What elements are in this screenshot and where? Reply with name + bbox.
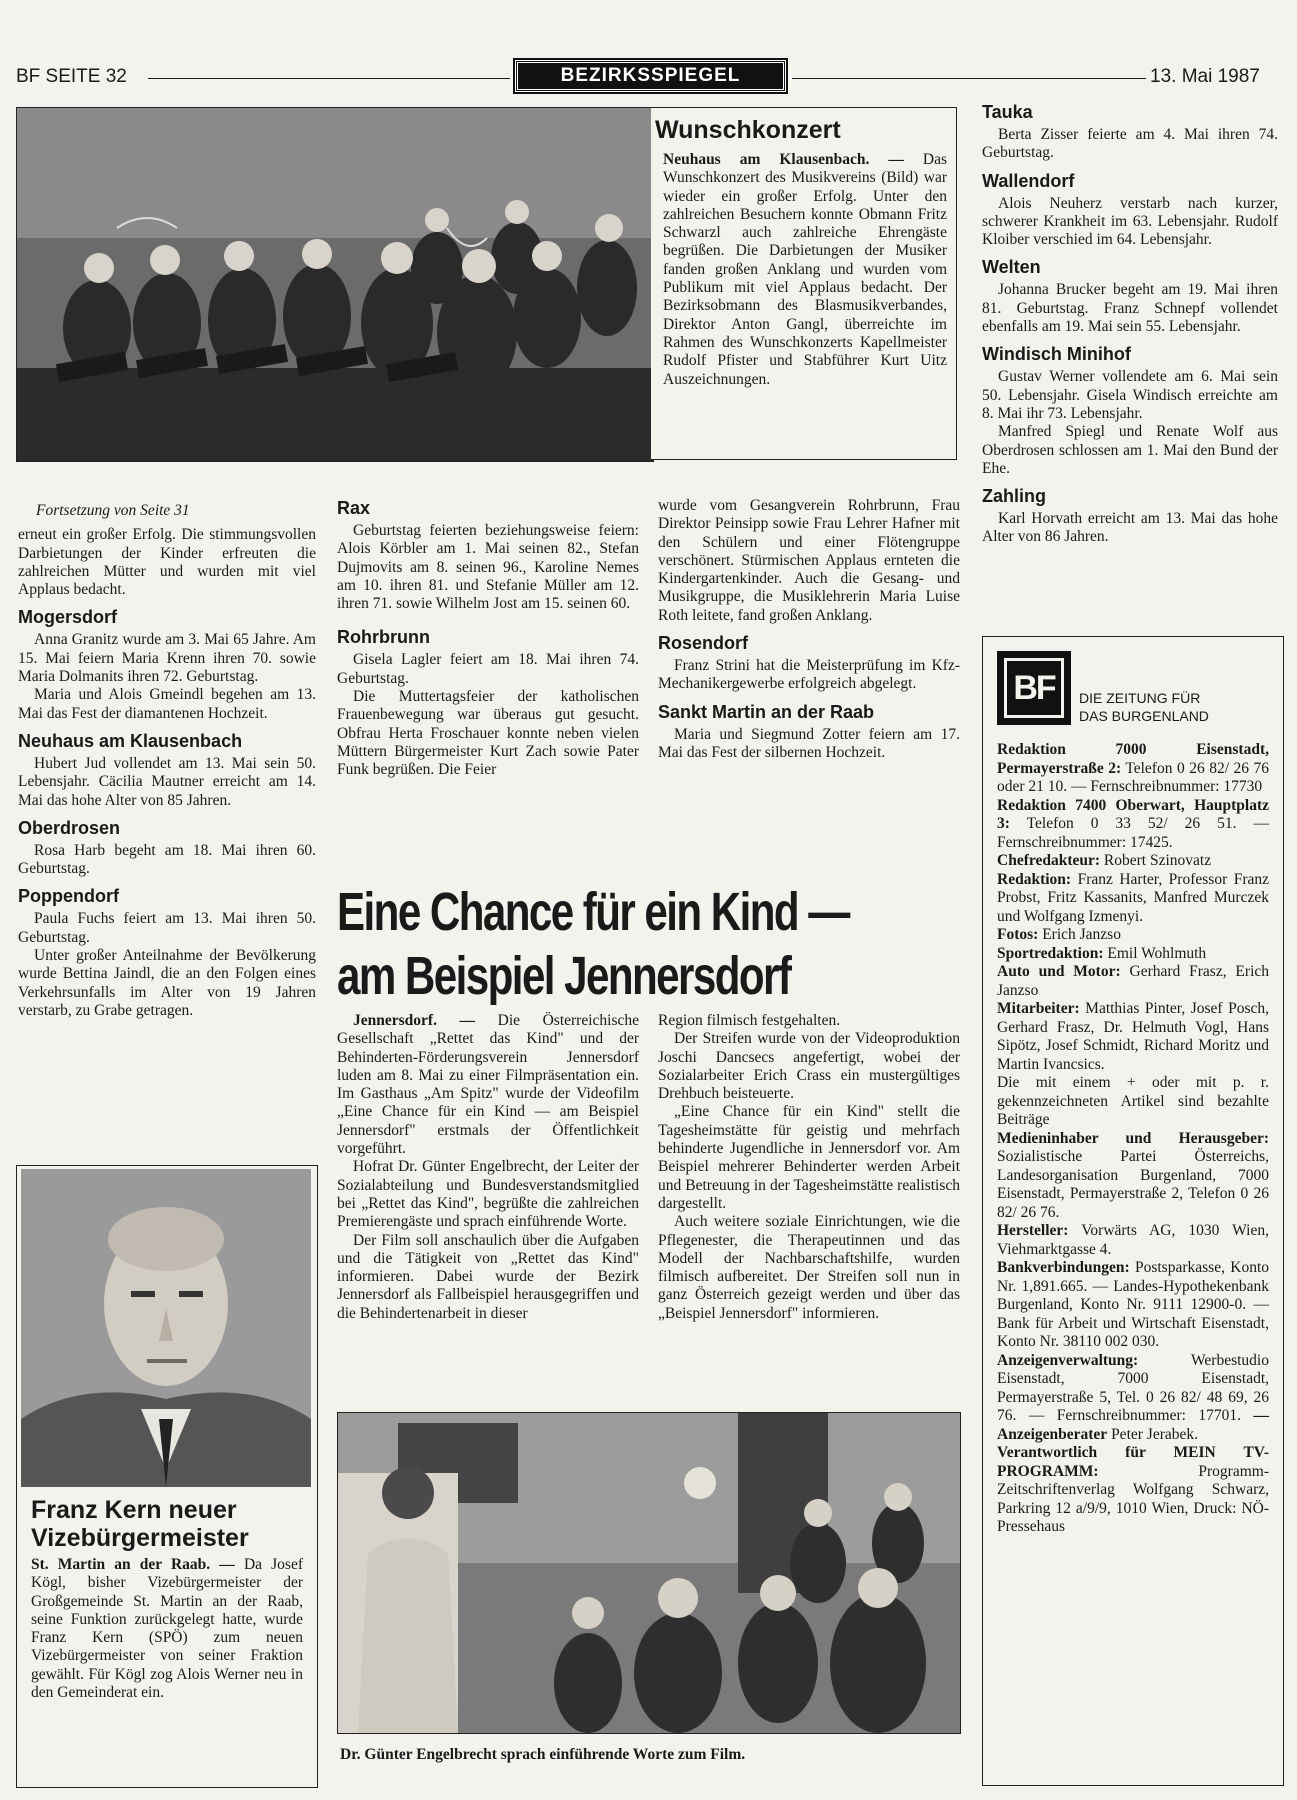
chance-paragraph-2: Hofrat Dr. Günter Engelbrecht, der Leiter der Sozialabteilung und Bundesverstandsmitglied bei „Rettet das Kind", begrüßte die zahlreichen Premierengäste und sprach einführende Worte. (337, 1158, 639, 1231)
column-3 (658, 497, 960, 762)
mitarbeiter: Matthias Pinter, Josef Posch, Gerhard Frasz, Dr. Helmuth Vogl, Hans Sipötz, Josef Schmidt, Richard Moritz und Martin Ivancsics. (997, 1000, 1269, 1073)
heading-rax: Rax (337, 498, 371, 518)
redaktion-oberwart: Telefon 0 33 52/ 26 51. — Fernschreibnummer: 17425. (997, 815, 1269, 851)
poppendorf-text-2: Unter großer Anteilnahme der Bevölkerung wurde Bettina Jaindl, die an den Folgen eines Verkehrsunfalls im Alter von 19 Jahren verstarb, zu Grabe getragen. (18, 947, 316, 1019)
header-rule-left (148, 78, 510, 79)
heading-welten: Welten (982, 257, 1041, 278)
chance-paragraph-6: „Eine Chance für ein Kind" stellt die Tagesheimstätte für geistig und mehrfach behinderte Jugendliche in Jennersdorf vor. Am Beispiel mehrerer Behinderter werden Arbeit und Betreuung in der Tagesheimstätte realistisch dargestellt. (658, 1103, 960, 1212)
anzeigenberater-label: — Anzeigenberater (997, 1407, 1269, 1443)
rohrbrunn-text-2: Die Muttertagsfeier der katholischen Frauenbewegung war überaus gut gesucht. Obfrau Herta Froschauer konnte neben vielen Müttern Bürgermeister Kurt Zach sowie Pater Funk begrüßen. Die Feier (337, 688, 639, 779)
mogersdorf-text-2: Maria und Alois Gmeindl begehen am 13. Mai das Fest der diamantenen Hochzeit. (18, 686, 316, 722)
zahling-text: Karl Horvath erreicht am 13. Mai das hohe Alter von 86 Jahren. (982, 510, 1278, 546)
bf-logo: BF (997, 651, 1071, 725)
chance-paragraph-7: Auch weitere soziale Einrichtungen, wie die Pflegenester, die Therapeutinnen und das Modell der Nachbarschaftshilfe, wurden filmisch aufbereitet. Der Streifen soll nun in ganz Österreich gezeigt werden und über das „Beispiel Jennersdorf" informieren. (658, 1213, 960, 1322)
kern-title-line-2: Vizebürgermeister (31, 1524, 249, 1552)
heading-zahling: Zahling (982, 486, 1046, 507)
bankverbindungen: Postsparkasse, Konto Nr. 1,891.665. — Landes-Hypothekenbank Burgenland, Konto Nr. 9111 12900-0. — Bank für Arbeit und Wirtschaft Eisenstadt, Konto Nr. 38110 002 030. (997, 1259, 1269, 1350)
bankverbindungen-label: Bankverbindungen: (997, 1259, 1130, 1276)
impressum-box (982, 636, 1284, 1786)
medieninhaber-label: Medieninhaber und Herausgeber: (997, 1129, 1269, 1147)
header-rule-right (792, 78, 1146, 79)
heading-neuhaus: Neuhaus am Klausenbach (18, 730, 243, 751)
kern-lead: St. Martin an der Raab. — (31, 1556, 235, 1573)
redaktion-oberwart-label: Redaktion 7400 Oberwart, Hauptplatz 3: (997, 796, 1269, 832)
heading-poppendorf: Poppendorf (18, 886, 119, 907)
welten-text: Johanna Brucker begeht am 19. Mai ihren 81. Geburtstag. Franz Schnepf vollendet ebenfalls am 19. Mai sein 55. Lebensjahr. (982, 281, 1278, 336)
wunschkonzert-lead: Neuhaus am Klausenbach. — (663, 151, 904, 168)
paid-articles-note: Die mit einem + oder mit p. r. gekennzeichneten Artikel sind bezahlte Beiträge (997, 1074, 1269, 1128)
wunschkonzert-title: Wunschkonzert (655, 116, 841, 144)
hersteller: Vorwärts AG, 1030 Wien, Viehmarktgasse 4. (997, 1222, 1269, 1258)
auto-motor: Gerhard Frasz, Erich Janzso (997, 963, 1270, 999)
film-presentation-photo (337, 1412, 961, 1734)
chance-headline-line-1: Eine Chance für ein Kind — (337, 882, 849, 942)
wallendorf-text: Alois Neuherz verstarb nach kurzer, schwerer Krankheit im 63. Lebensjahr. Rudolf Kloiber verschied im 64. Lebensjahr. (982, 194, 1278, 249)
kern-article-box (16, 1165, 318, 1788)
issue-date: 13. Mai 1987 (1150, 66, 1260, 87)
heading-sankt-martin: Sankt Martin an der Raab (658, 701, 875, 722)
chance-paragraph-5: Der Streifen wurde von der Videoproduktion Joschi Dancsecs angefertigt, wobei der Sozialarbeiter Erich Crass ein mustergültiges Drehbuch beisteuerte. (658, 1030, 960, 1103)
heading-rohrbrunn: Rohrbrunn (337, 627, 430, 648)
column-1 (18, 502, 316, 1020)
chance-lead: Jennersdorf. — (353, 1012, 476, 1029)
verantwortlich-label: Verantwortlich für MEIN TV-PROGRAMM: (997, 1444, 1269, 1480)
anzeigenberater: Peter Jerabek. (1111, 1425, 1198, 1443)
fotos: Erich Janzso (1042, 926, 1121, 943)
rax-text: Geburtstag feierten beziehungsweise feiern: Alois Körbler am 1. Mai seinen 82., Stefan Dujmovits am 8. seinen 96., Karoline Nemes am 10. ihren 81. und Stefanie Müller am 12. ihren 71. sowie Wilhelm Jost am 15. seinen 60. (337, 522, 639, 613)
chance-headline (337, 880, 849, 1008)
tauka-text: Berta Zisser feierte am 4. Mai ihren 74. Geburtstag. (982, 126, 1278, 162)
neuhaus-text: Hubert Jud vollendet am 13. Mai sein 50. Lebensjahr. Cäcilia Mautner erreicht am 14. Mai das hohe Alter von 85 Jahren. (18, 754, 316, 809)
poppendorf-text-1: Paula Fuchs feiert am 13. Mai ihren 50. Geburtstag. (18, 910, 316, 946)
photo-caption: Dr. Günter Engelbrecht sprach einführende Worte zum Film. (340, 1746, 746, 1763)
kern-text: Da Josef Kögl, bisher Vizebürgermeister der Großgemeinde St. Martin an der Raab, seine Funktion zurückgelegt hatte, wurde Franz Kern (SPÖ) zum neuen Vizebürgermeister von seiner Fraktion gewählt. Für Kögl zog Alois Werner neu in den Gemeinderat ein. (31, 1556, 304, 1702)
mogersdorf-text-1: Anna Granitz wurde am 3. Mai 65 Jahre. Am 15. Mai feiern Maria Krenn ihren 70. sowie Maria Dolmanits ihren 72. Geburtstag. (18, 631, 316, 686)
rohrbrunn-text-1: Gisela Lagler feiert am 18. Mai ihren 74. Geburtstag. (337, 651, 639, 687)
redaktion-eisenstadt-label: Redaktion 7000 Eisenstadt, Permayerstraße 2: (997, 741, 1269, 777)
redaktion-label: Redaktion: (997, 870, 1072, 888)
chance-column-1 (337, 1012, 639, 1323)
portrait-photo (21, 1169, 311, 1487)
chefredakteur-label: Chefredakteur: (997, 852, 1101, 869)
oberdrosen-text: Rosa Harb begeht am 18. Mai ihren 60. Geburtstag. (18, 841, 316, 878)
heading-rosendorf: Rosendorf (658, 633, 748, 654)
sankt-martin-text: Maria und Siegmund Zotter feiern am 17. Mai das Fest der silbernen Hochzeit. (658, 725, 960, 761)
kern-title-line-1: Franz Kern neuer (31, 1496, 237, 1524)
hersteller-label: Hersteller: (997, 1222, 1069, 1239)
chance-paragraph-4: Region filmisch festgehalten. (658, 1012, 841, 1029)
mitarbeiter-label: Mitarbeiter: (997, 1000, 1080, 1017)
column-4 (982, 102, 1278, 547)
anzeigenverwaltung: Werbestudio Eisenstadt, 7000 Eisenstadt, Permayerstraße 5, Tel. 0 26 82/ 48 69, 26 76. — Fernschreibnummer: 17701. (997, 1351, 1269, 1424)
tagline-line-2: DAS BURGENLAND (1079, 708, 1209, 724)
wunschkonzert-text: Das Wunschkonzert des Musikvereins (Bild) war wieder ein großer Erfolg. Unter den zahlreichen Besuchern konnte Obmann Fritz Schwarzl auch zahlreiche Ehrengäste begrüßen. Die Darbietungen der Musiker fanden großen Anklang und wurden vom Publikum mit viel Applaus bedacht. Der Bezirksobmann des Blasmusikverbandes, Direktor Anton Gangl, überreichte im Rahmen des Wunschkonzerts Kapellmeister Rudolf Pfister und Stabführer Kurt Uitz Auszeichnungen. (663, 151, 947, 388)
band-photo (16, 107, 654, 462)
chance-column-2 (658, 1012, 960, 1323)
fotos-label: Fotos: (997, 926, 1039, 943)
section-title: BEZIRKSSPIEGEL (515, 60, 786, 92)
tagline-line-1: DIE ZEITUNG FÜR (1079, 690, 1201, 706)
anzeigenverwaltung-label: Anzeigenverwaltung: (997, 1351, 1139, 1369)
heading-oberdrosen: Oberdrosen (18, 817, 121, 838)
sportredaktion: Emil Wohlmuth (1107, 944, 1207, 962)
page-number: BF SEITE 32 (16, 66, 127, 87)
column-2 (337, 498, 639, 780)
heading-wallendorf: Wallendorf (982, 170, 1075, 191)
verantwortlich: Programm-Zeitschriftenverlag Wolfgang Schwarz, Parkring 12 a/9/9, 1010 Wien, Druck: NÖ-Pressehaus (997, 1462, 1269, 1535)
rohrbrunn-continued: wurde vom Gesangverein Rohrbrunn, Frau Direktor Peinsipp sowie Frau Lehrer Hafner mit den Schülern und einer Flötengruppe verschönert. Stürmischen Applaus ernteten die Kindergartenkinder. Auch die Gesang- und Musikgruppe, die Musiklehrerin Maria Luise Roth leitete, fand großen Anklang. (658, 497, 960, 624)
rosendorf-text: Franz Strini hat die Meisterprüfung im Kfz-Mechanikergewerbe erfolgreich abgelegt. (658, 657, 960, 693)
sportredaktion-label: Sportredaktion: (997, 944, 1104, 962)
continuation-note: Fortsetzung von Seite 31 (36, 502, 190, 519)
chefredakteur: Robert Szinovatz (1103, 852, 1212, 869)
heading-tauka: Tauka (982, 102, 1033, 122)
heading-mogersdorf: Mogersdorf (18, 607, 117, 628)
redaktion-names: Franz Harter, Professor Franz Probst, Fritz Kassanits, Manfred Murczek und Wolfgang Izmenyi. (997, 870, 1270, 925)
chance-paragraph-3: Der Film soll anschaulich über die Aufgaben und die Tätigkeit von „Rettet das Kind" informieren. Dabei wurde der Bezirk Jennersdorf als Fallbeispiel herausgegriffen und die Behindertenarbeit in dieser (337, 1231, 639, 1322)
auto-motor-label: Auto und Motor: (997, 963, 1121, 980)
wunschkonzert-box (651, 107, 957, 460)
chance-headline-line-2: am Beispiel Jennersdorf (337, 946, 791, 1006)
medieninhaber: Sozialistische Partei Österreichs, Landesorganisation Burgenland, 7000 Eisenstadt, Permayerstraße 2, Telefon 0 26 82/ 26 76. (997, 1148, 1269, 1221)
windisch-text-1: Gustav Werner vollendete am 6. Mai sein 50. Lebensjahr. Gisela Windisch erreichte am 8. Mai ihr 73. Lebensjahr. (982, 368, 1278, 422)
chance-paragraph-1: Die Österreichische Gesellschaft „Rettet das Kind" und der Behinderten-Förderungsverein Jennersdorf luden am 8. Mai zu einer Filmpräsentation ein. Im Gasthaus „Am Spitz" wurde der Videofilm „Eine Chance für ein Kind — am Beispiel Jennersdorf" erstmals der Öffentlichkeit vorgeführt. (337, 1012, 640, 1158)
redaktion-eisenstadt: Telefon 0 26 82/ 26 76 oder 21 10. — Fernschreibnummer: 17730 (997, 759, 1269, 795)
windisch-text-2: Manfred Spiegl und Renate Wolf aus Oberdrosen schlossen am 1. Mai den Bund der Ehe. (982, 423, 1278, 477)
heading-windisch-minihof: Windisch Minihof (982, 344, 1131, 365)
col1-intro: erneut ein großer Erfolg. Die stimmungsvollen Darbietungen der Kinder erfreuten die zahlreichen Mütter und wurden mit viel Applaus bedacht. (18, 526, 316, 599)
